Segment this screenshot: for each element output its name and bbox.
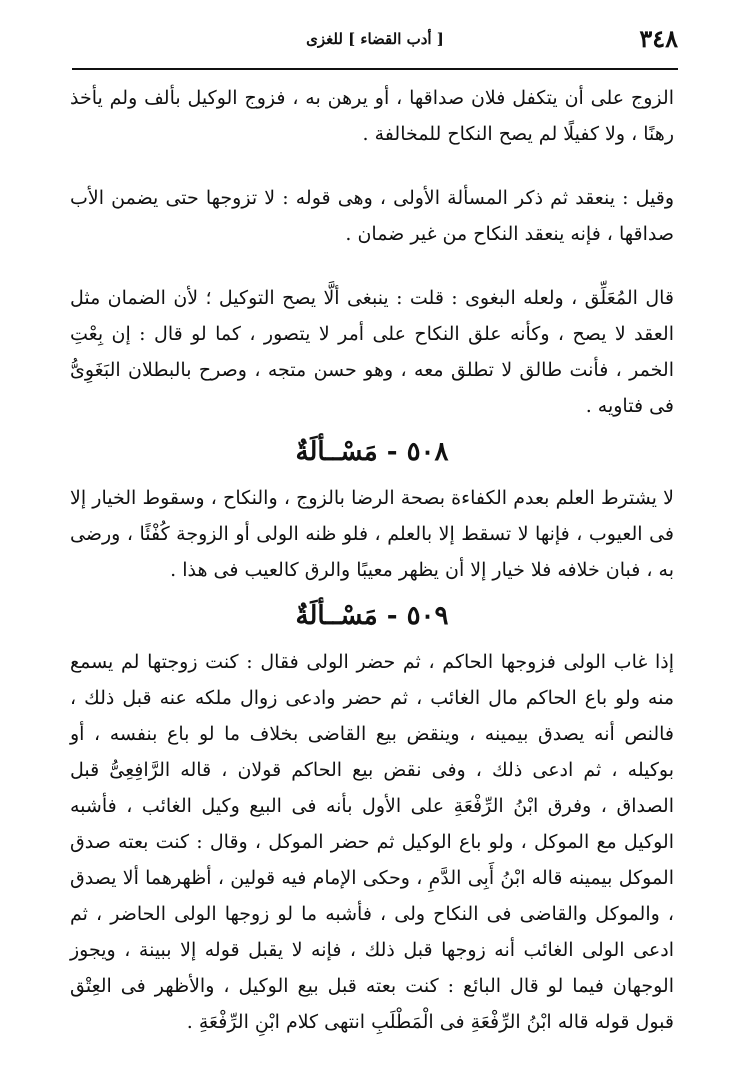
paragraph: لا يشترط العلم بعدم الكفاءة بصحة الرضا بالزوج ، والنكاح ، وسقوط الخيار إلا فى العيوب ، فإنها لا تسقط إلا بالعلم ، فلو ظنه الولى أو الزوجة كُفْئًا ، ورضى به ، فبان خلافه فلا خيار إلا أن يظهر معيبًا والرق كالعيب فى هذا . xyxy=(70,487,674,581)
page-number: ٣٤٨ xyxy=(639,24,678,53)
section-heading-509: ٥٠٩ - مَسْــألَةٌ xyxy=(295,601,449,631)
running-title: [ أدب القضاء ] للغزى xyxy=(306,30,444,48)
section-heading-508: ٥٠٨ - مَسْــألَةٌ xyxy=(295,437,449,467)
page-body xyxy=(70,80,674,1040)
paragraph-continuation: الزوج على أن يتكفل فلان صداقها ، أو يرهن به ، فزوج الوكيل بألف ولم يأخذ رهنًا ، ولا كفيلًا لم يصح النكاح للمخالفة . xyxy=(70,87,674,145)
paragraph: قال المُعَلِّق ، ولعله البغوى : قلت : ينبغى ألَّا يصح التوكيل ؛ لأن الضمان مثل العقد لا يصح ، وكأنه علق النكاح على أمر لا يتصور ، كما لو قال : إن بِعْتِ الخمر ، فأنت طالق لا تطلق معه ، وهو حسن متجه ، وصرح بالبطلان البَغَوِىُّ فى فتاويه . xyxy=(70,287,674,417)
paragraph: إذا غاب الولى فزوجها الحاكم ، ثم حضر الولى فقال : كنت زوجتها لم يسمع منه ولو باع الحاكم مال الغائب ، ثم حضر وادعى زوال ملكه عنه قبل ذلك ، فالنص أنه يصدق بيمينه ، وينقض بيع القاضى بخلاف ما لو باع بنفسه ، أو بوكيله ، ثم ادعى ذلك ، وفى نقض بيع الحاكم قولان ، قاله الرَّافِعِىُّ قبل الصداق ، وفرق ابْنُ الرِّفْعَةِ على الأول بأنه فى البيع وكيل الغائب ، فأشبه الوكيل مع الموكل ، ولو باع الوكيل ثم حضر الموكل ، وقال : كنت بعته صدق الموكل بيمينه قاله ابْنُ أَبِى الدَّمِ ، وحكى الإمام فيه قولين ، أظهرهما ألا يصدق ، والموكل والقاضى فى النكاح ولى ، فأشبه ما لو زوجها الولى الحاضر ، ثم ادعى الولى الغائب أنه زوجها قبل ذلك ، فإنه لا يقبل قوله إلا ببينة ، ويجوز الوجهان فيما لو قال البائع : كنت بعته قبل بيع الوكيل ، والأظهر فى العِتْق قبول قوله قاله ابْنُ الرِّفْعَةِ فى الْمَطْلَبِ انتهى كلام ابْنِ الرِّفْعَةِ . xyxy=(70,651,674,1033)
page-header xyxy=(72,24,678,54)
header-rule xyxy=(72,68,678,70)
paragraph: وقيل : ينعقد ثم ذكر المسألة الأولى ، وهى قوله : لا تزوجها حتى يضمن الأب صداقها ، فإنه ينعقد النكاح من غير ضمان . xyxy=(70,187,674,245)
